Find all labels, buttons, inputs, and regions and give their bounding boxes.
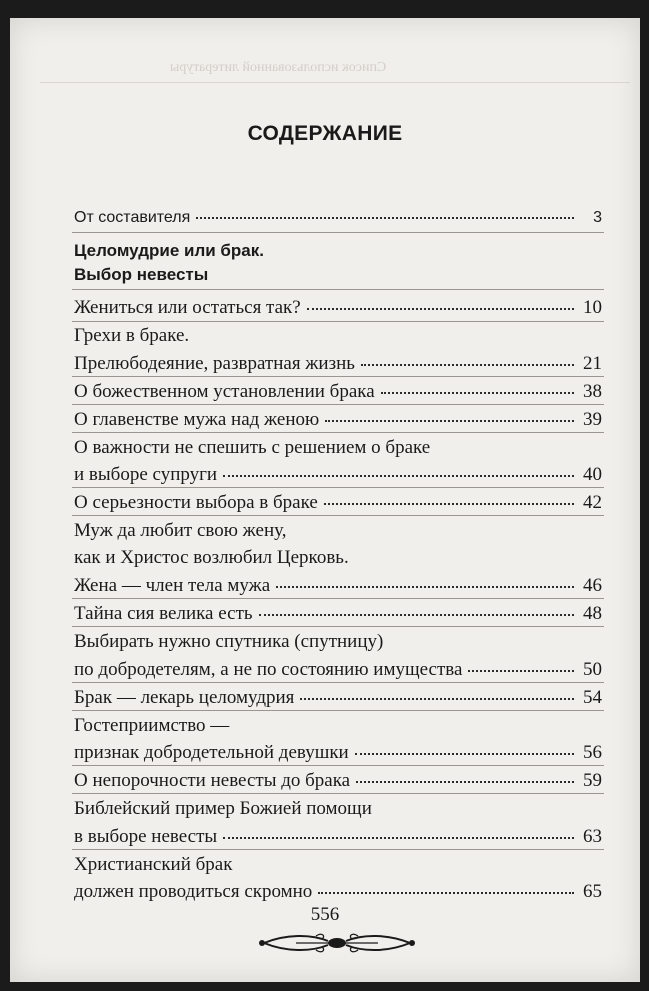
toc-entry[interactable]: признак добродетельной девушки 56	[74, 742, 602, 763]
toc-entry-from-compiler[interactable]: От составителя 3	[74, 209, 602, 226]
dot-leader	[307, 308, 574, 310]
toc-page-number: 21	[583, 353, 602, 374]
entry-divider	[72, 432, 604, 433]
toc-entry[interactable]: и выборе супруги 40	[74, 464, 602, 485]
entry-divider	[72, 376, 604, 377]
entry-divider	[72, 289, 604, 290]
dot-leader	[361, 364, 574, 366]
toc-entry[interactable]: О божественном установлении брака 38	[74, 381, 602, 402]
book-page	[10, 18, 640, 982]
entry-divider	[72, 682, 604, 683]
toc-entry[interactable]: Тайна сия велика есть 48	[74, 603, 602, 624]
entry-divider	[72, 626, 604, 627]
dot-leader	[259, 614, 574, 616]
dot-leader	[318, 892, 574, 894]
bleed-through-rule	[40, 82, 630, 83]
toc-page-number: 3	[593, 209, 602, 226]
scroll-ornament-icon	[256, 930, 418, 956]
toc-entry[interactable]: по добродетелям, а не по состоянию имущества 50	[74, 659, 602, 680]
toc-entry-line1: Библейский пример Божией помощи	[74, 798, 372, 819]
dot-leader	[468, 670, 574, 672]
dot-leader	[223, 475, 574, 477]
dot-leader	[300, 698, 574, 700]
toc-entry[interactable]: Прелюбодеяние, развратная жизнь 21	[74, 353, 602, 374]
toc-page-number: 38	[583, 381, 602, 402]
entry-divider	[72, 598, 604, 599]
toc-entry-line1: Христианский брак	[74, 854, 233, 875]
toc-page-number: 50	[583, 659, 602, 680]
dot-leader	[356, 781, 574, 783]
entry-divider	[72, 849, 604, 850]
toc-entry[interactable]: должен проводиться скромно 65	[74, 881, 602, 902]
toc-page-number: 65	[583, 881, 602, 902]
toc-entry[interactable]: в выборе невесты 63	[74, 826, 602, 847]
toc-page-number: 59	[583, 770, 602, 791]
entry-divider	[72, 793, 604, 794]
toc-entry-line1: О важности не спешить с решением о браке	[74, 437, 431, 458]
toc-page-number: 48	[583, 603, 602, 624]
entry-divider	[72, 710, 604, 711]
page-number: 556	[310, 904, 340, 925]
entry-divider	[72, 515, 604, 516]
toc-entry[interactable]: О серьезности выбора в браке 42	[74, 492, 602, 513]
toc-page-number: 63	[583, 826, 602, 847]
dot-leader	[381, 392, 574, 394]
toc-entry-line1: Муж да любит свою жену,	[74, 520, 287, 541]
toc-entry[interactable]: О главенстве мужа над женою 39	[74, 409, 602, 430]
toc-page-number: 56	[583, 742, 602, 763]
toc-entry[interactable]: О непорочности невесты до брака 59	[74, 770, 602, 791]
dot-leader	[355, 753, 574, 755]
entry-divider	[72, 487, 604, 488]
dot-leader	[223, 837, 574, 839]
dot-leader	[196, 217, 574, 219]
entry-divider	[72, 321, 604, 322]
toc-page-number: 39	[583, 409, 602, 430]
toc-entry-line1: Грехи в браке.	[74, 325, 190, 346]
toc-page-number: 54	[583, 687, 602, 708]
dot-leader	[276, 586, 574, 588]
toc-entry[interactable]: Брак — лекарь целомудрия 54	[74, 687, 602, 708]
toc-entry-line1: Выбирать нужно спутника (спутницу)	[74, 631, 384, 652]
toc-entry-line2: как и Христос возлюбил Церковь.	[74, 547, 349, 568]
dot-leader	[325, 420, 574, 422]
toc-section-heading-line2: Выбор невесты	[74, 265, 209, 284]
entry-divider	[72, 765, 604, 766]
toc-title: СОДЕРЖАНИЕ	[247, 122, 403, 145]
entry-divider	[72, 232, 604, 233]
toc-page-number: 46	[583, 575, 602, 596]
toc-page-number: 40	[583, 464, 602, 485]
toc-entry[interactable]: Жена — член тела мужа 46	[74, 575, 602, 596]
bleed-through-header: Список использованной литературы	[170, 60, 387, 75]
toc-page-number: 10	[583, 297, 602, 318]
toc-entry-line1: Гостеприимство —	[74, 715, 230, 736]
toc-entry[interactable]: Жениться или остаться так? 10	[74, 297, 602, 318]
toc-section-heading: Целомудрие или брак.	[74, 241, 264, 260]
entry-divider	[72, 404, 604, 405]
toc-page-number: 42	[583, 492, 602, 513]
dot-leader	[324, 503, 574, 505]
